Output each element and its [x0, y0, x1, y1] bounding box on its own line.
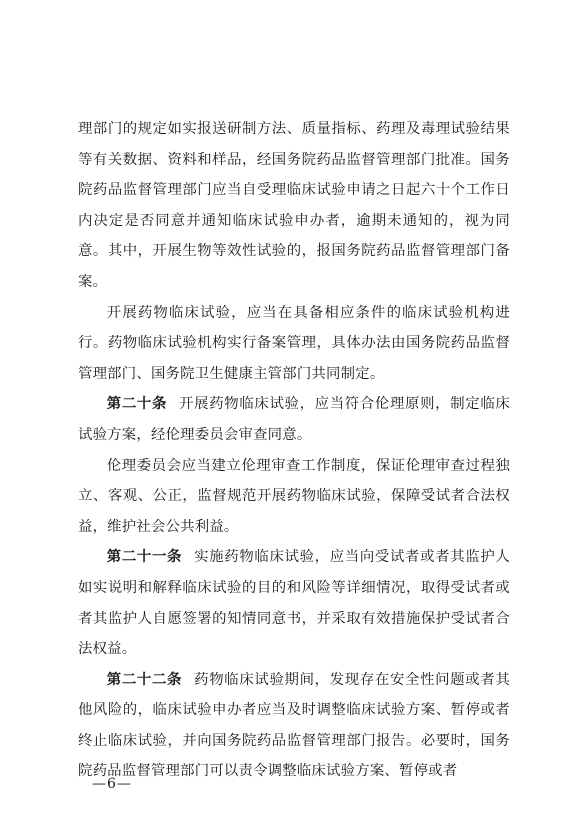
- paragraph-2: [78, 298, 510, 390]
- paragraph-text: 药物临床试验期间，发现存在安全性问题或者其他风险的，临床试验申办者应当及时调整临床试验方案、暂停或者终止临床试验，并向国务院药品监督管理部门报告。必要时，国务院药品监督管理部门可以责令调整临床试验方案、暂停或者: [78, 671, 510, 780]
- document-body: [78, 114, 510, 787]
- article-21: [78, 542, 510, 664]
- paragraph-text: 开展药物临床试验，应当符合伦理原则，制定临床试验方案，经伦理委员会审查同意。: [78, 396, 510, 443]
- article-22: [78, 665, 510, 787]
- article-20: [78, 389, 510, 450]
- article-number: 第二十二条: [106, 671, 183, 688]
- page-number: —6—: [92, 776, 132, 792]
- paragraph-4: [78, 451, 510, 543]
- paragraph-text: 实施药物临床试验，应当向受试者或者其监护人如实说明和解释临床试验的目的和风险等详细情况，取得受试者或者其监护人自愿签署的知情同意书，并采取有效措施保护受试者合法权益。: [78, 549, 510, 658]
- paragraph-text: 理部门的规定如实报送研制方法、质量指标、药理及毒理试验结果等有关数据、资料和样品，经国务院药品监督管理部门批准。国务院药品监督管理部门应当自受理临床试验申请之日起六十个工作日内决定是否同意并通知临床试验申办者，逾期未通知的，视为同意。其中，开展生物等效性试验的，报国务院药品监督管理部门备案。: [78, 121, 510, 290]
- article-number: 第二十一条: [106, 549, 183, 566]
- paragraph-text: 伦理委员会应当建立伦理审查工作制度，保证伦理审查过程独立、客观、公正，监督规范开展药物临床试验，保障受试者合法权益，维护社会公共利益。: [78, 457, 510, 535]
- paragraph-text: 开展药物临床试验，应当在具备相应条件的临床试验机构进行。药物临床试验机构实行备案管理，具体办法由国务院药品监督管理部门、国务院卫生健康主管部门共同制定。: [78, 304, 510, 382]
- paragraph-1: [78, 114, 510, 298]
- article-number: 第二十条: [106, 396, 168, 413]
